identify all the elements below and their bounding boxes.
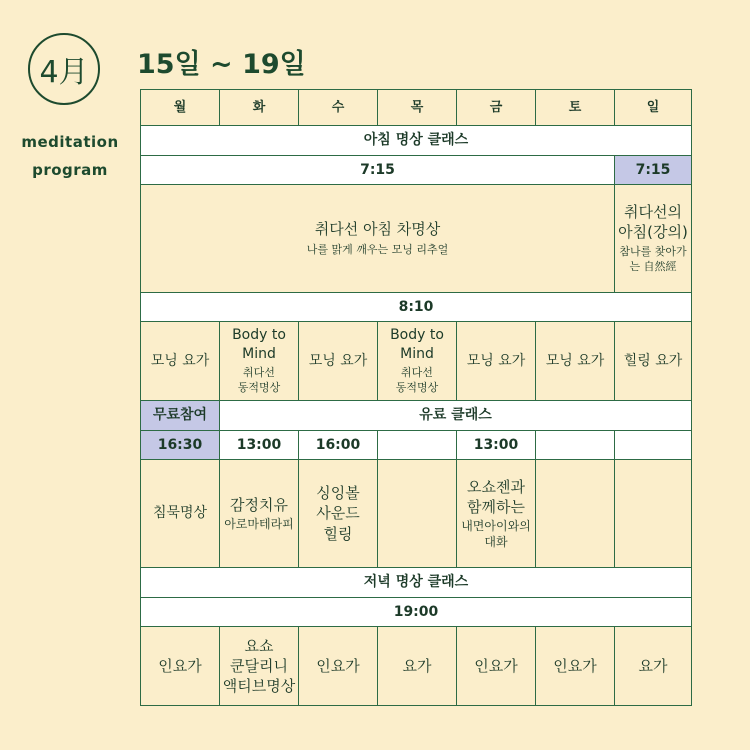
- second-sun-class: 힐링 요가: [615, 322, 691, 401]
- second-fri-class: 모닝 요가: [457, 322, 536, 401]
- afternoon-fri-sub-2: 대화: [484, 534, 508, 549]
- program-label-line-2: program: [32, 161, 108, 179]
- second-tue-sub-2: 동적명상: [237, 380, 281, 394]
- second-sat-class: 모닝 요가: [536, 322, 615, 401]
- afternoon-tue-title: 감정치유: [230, 496, 288, 515]
- evening-thu-class: 요가: [378, 627, 457, 705]
- program-label-line-1: meditation: [21, 133, 119, 151]
- paid-class-header: 유료 클래스: [220, 401, 691, 431]
- afternoon-time-wed: 16:00: [299, 431, 378, 460]
- morning-weekday-class: [141, 185, 615, 293]
- afternoon-fri-sub-1: 내면아이와의: [461, 518, 531, 533]
- day-header-sun: 일: [615, 90, 691, 126]
- afternoon-time-fri: 13:00: [457, 431, 536, 460]
- day-header-tue: 화: [220, 90, 299, 126]
- morning-sunday-title-2: 아침(강의): [618, 223, 688, 242]
- second-tue-class: [220, 322, 299, 401]
- afternoon-time-mon: 16:30: [141, 431, 220, 460]
- morning-sunday-sub-2: 는 自然經: [629, 260, 677, 274]
- afternoon-wed-line-2: 사운드: [316, 504, 360, 523]
- evening-tue-line-2: 쿤달리니: [230, 656, 288, 675]
- afternoon-sat-class: [536, 460, 615, 568]
- second-tue-title-2: Mind: [242, 346, 276, 363]
- afternoon-wed-line-1: 싱잉볼: [316, 484, 360, 503]
- second-tue-sub-1: 취다선: [243, 366, 275, 380]
- evening-sun-class: 요가: [638, 656, 668, 675]
- second-wed-class: 모닝 요가: [299, 322, 378, 401]
- afternoon-time-thu: [378, 431, 457, 460]
- afternoon-fri-title-2: 함께하는: [467, 498, 525, 517]
- morning-sunday-sub-1: 참나를 찾아가: [619, 245, 687, 259]
- evening-fri-class: 인요가: [457, 627, 536, 705]
- second-thu-title-1: Body to: [390, 327, 444, 344]
- second-tue-title-1: Body to: [232, 327, 286, 344]
- second-thu-class: [378, 322, 457, 401]
- morning-class-header: 아침 명상 클래스: [141, 126, 691, 156]
- afternoon-wed-line-3: 힐링: [323, 524, 353, 543]
- program-label: [14, 128, 126, 184]
- afternoon-fri-class: [457, 460, 536, 568]
- second-thu-title-2: Mind: [400, 346, 434, 363]
- evening-tue-line-3: 액티브명상: [222, 677, 296, 696]
- morning-sunday-class: [615, 185, 691, 293]
- afternoon-time-tue: 13:00: [220, 431, 299, 460]
- second-mon-class: 모닝 요가: [141, 322, 220, 401]
- afternoon-time-sun: [615, 431, 691, 460]
- morning-weekday-title: 취다선 아침 차명상: [314, 219, 441, 238]
- second-thu-sub-1: 취다선: [401, 366, 433, 380]
- afternoon-wed-class: [299, 460, 378, 568]
- schedule-grid: [140, 89, 692, 706]
- morning-sunday-title-1: 취다선의: [624, 202, 682, 221]
- evening-wed-class: 인요가: [299, 627, 378, 705]
- second-thu-sub-2: 동적명상: [395, 380, 439, 394]
- afternoon-tue-class: [220, 460, 299, 568]
- afternoon-tue-sub: 아로마테라피: [224, 516, 294, 531]
- date-range-title: 15일 ~ 19일: [137, 49, 306, 80]
- evening-mon-class: 인요가: [141, 627, 220, 705]
- afternoon-sun-class: [615, 460, 691, 568]
- afternoon-time-sat: [536, 431, 615, 460]
- day-header-fri: 금: [457, 90, 536, 126]
- second-time-row: 8:10: [141, 293, 691, 322]
- evening-class-header: 저녁 명상 클래스: [141, 568, 691, 598]
- day-header-sat: 토: [536, 90, 615, 126]
- evening-sat-class: 인요가: [536, 627, 615, 705]
- morning-time-sunday: 7:15: [615, 156, 691, 185]
- day-header-wed: 수: [299, 90, 378, 126]
- morning-time-weekday: 7:15: [141, 156, 615, 185]
- evening-tue-line-1: 요쇼: [244, 636, 274, 655]
- month-badge: 4月: [28, 33, 100, 105]
- day-header-mon: 월: [141, 90, 220, 126]
- evening-tue-class: [220, 627, 299, 705]
- free-participation-label: 무료참여: [141, 401, 220, 431]
- morning-weekday-subtitle: 나를 맑게 깨우는 모닝 리추얼: [306, 243, 449, 257]
- day-header-thu: 목: [378, 90, 457, 126]
- afternoon-thu-class: [378, 460, 457, 568]
- afternoon-mon-class: 침묵명상: [141, 460, 220, 568]
- evening-time-row: 19:00: [141, 598, 691, 627]
- afternoon-fri-title-1: 오쇼젠과: [467, 478, 525, 497]
